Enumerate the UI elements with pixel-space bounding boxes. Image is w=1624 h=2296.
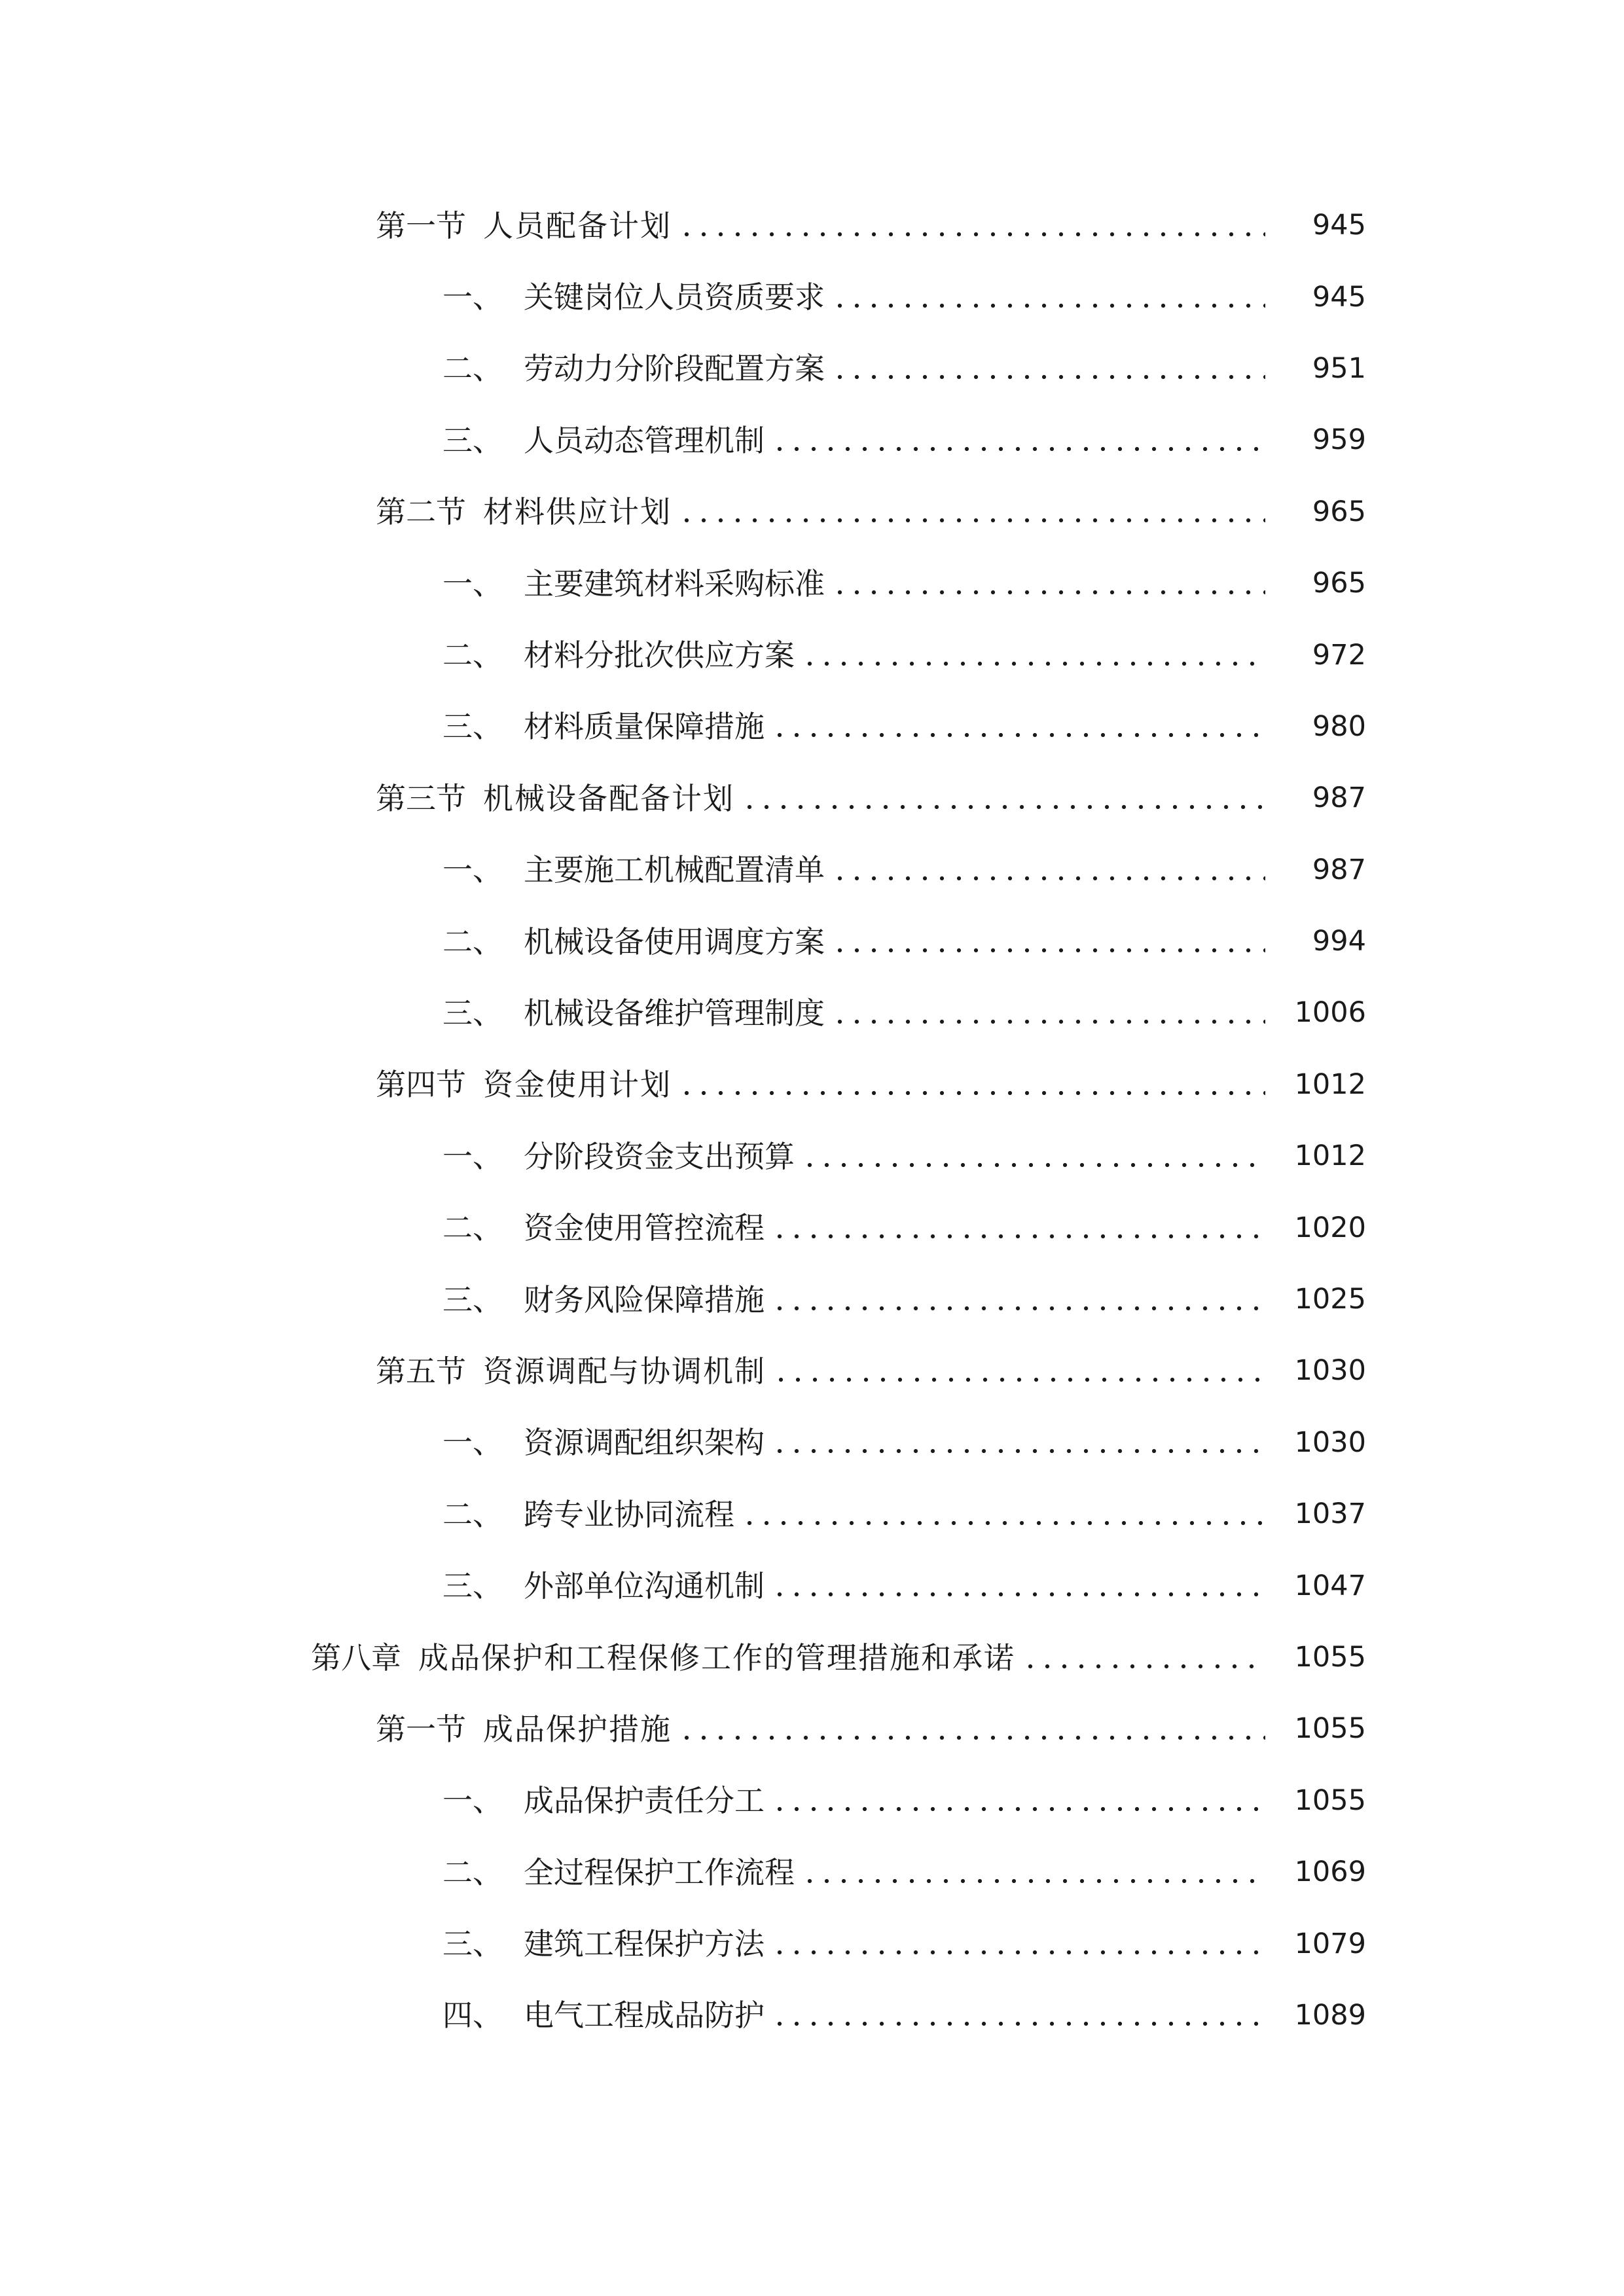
toc-entry-subsection[interactable]	[0, 404, 1624, 476]
table-of-contents	[0, 190, 1624, 2051]
toc-entry-page: 1025	[1294, 1283, 1366, 1316]
toc-entry-number: 一、	[442, 852, 503, 888]
toc-entry-title: 成品保护和工程保修工作的管理措施和承诺	[418, 1640, 1015, 1676]
toc-entry-page: 1030	[1294, 1426, 1366, 1459]
dot-leader	[831, 353, 1265, 384]
toc-entry-title: 资源调配组织架构	[524, 1425, 765, 1461]
toc-entry-number: 二、	[442, 1210, 503, 1246]
toc-entry-title: 机械设备使用调度方案	[524, 924, 825, 960]
toc-entry-title: 建筑工程保护方法	[524, 1926, 765, 1962]
toc-entry-number: 二、	[442, 637, 503, 673]
toc-entry-title: 机械设备配备计划	[483, 780, 734, 816]
toc-entry-subsection[interactable]	[0, 1264, 1624, 1335]
toc-entry-number: 二、	[442, 1496, 503, 1532]
toc-entry-number: 二、	[442, 924, 503, 960]
toc-entry-subsection[interactable]	[0, 834, 1624, 906]
toc-entry-number: 一、	[442, 279, 503, 315]
dot-leader	[831, 569, 1265, 599]
dot-leader	[831, 927, 1265, 957]
toc-entry-subsection[interactable]	[0, 977, 1624, 1049]
toc-entry-page: 1079	[1294, 1927, 1366, 1960]
toc-entry-page: 1069	[1294, 1856, 1366, 1889]
toc-entry-page: 1012	[1294, 1139, 1366, 1173]
toc-entry-subsection[interactable]	[0, 1550, 1624, 1621]
toc-entry-title: 人员配备计划	[483, 207, 672, 243]
toc-entry-title: 主要建筑材料采购标准	[524, 565, 825, 601]
toc-entry-title: 全过程保护工作流程	[524, 1854, 795, 1890]
toc-entry-number: 三、	[442, 995, 503, 1031]
toc-entry-number: 第一节	[376, 1711, 466, 1747]
dot-leader	[771, 1285, 1265, 1315]
dot-leader	[741, 783, 1265, 814]
dot-leader	[772, 1356, 1265, 1386]
toc-entry-number: 三、	[442, 422, 503, 458]
toc-entry-page: 994	[1312, 925, 1366, 958]
toc-entry-title: 成品保护责任分工	[524, 1783, 765, 1819]
toc-entry-number: 第二节	[376, 494, 466, 530]
toc-entry-page: 972	[1312, 638, 1366, 672]
toc-entry-number: 三、	[442, 1926, 503, 1962]
toc-entry-title: 劳动力分阶段配置方案	[524, 351, 825, 387]
dot-leader	[831, 282, 1265, 312]
toc-entry-subsection[interactable]	[0, 333, 1624, 404]
toc-entry-subsection[interactable]	[0, 1980, 1624, 2051]
toc-entry-title: 成品保护措施	[483, 1711, 672, 1747]
dot-leader	[771, 2000, 1265, 2030]
toc-entry-page: 1006	[1294, 996, 1366, 1030]
toc-entry-page: 1047	[1294, 1569, 1366, 1602]
toc-entry-page: 1030	[1294, 1354, 1366, 1388]
dot-leader	[831, 855, 1265, 885]
dot-leader	[771, 1785, 1265, 1816]
toc-entry-title: 材料供应计划	[483, 494, 672, 530]
toc-entry-section[interactable]	[0, 1049, 1624, 1121]
toc-entry-title: 跨专业协同流程	[524, 1496, 734, 1532]
toc-entry-title: 主要施工机械配置清单	[524, 852, 825, 888]
toc-entry-subsection[interactable]	[0, 1837, 1624, 1908]
toc-entry-subsection[interactable]	[0, 1192, 1624, 1263]
dot-leader	[741, 1499, 1265, 1530]
toc-entry-title: 资金使用计划	[483, 1067, 672, 1103]
toc-entry-number: 一、	[442, 1425, 503, 1461]
toc-entry-title: 机械设备维护管理制度	[524, 995, 825, 1031]
dot-leader	[678, 1714, 1265, 1744]
dot-leader	[678, 1069, 1265, 1100]
toc-entry-title: 材料分批次供应方案	[524, 637, 795, 673]
toc-entry-page: 1055	[1294, 1784, 1366, 1817]
toc-entry-subsection[interactable]	[0, 1121, 1624, 1192]
toc-entry-title: 电气工程成品防护	[524, 1998, 765, 2034]
toc-entry-subsection[interactable]	[0, 1908, 1624, 1979]
toc-entry-section[interactable]	[0, 1335, 1624, 1407]
toc-entry-section[interactable]	[0, 190, 1624, 261]
toc-entry-title: 外部单位沟通机制	[524, 1568, 765, 1604]
toc-entry-title: 关键岗位人员资质要求	[524, 279, 825, 315]
dot-leader	[771, 711, 1265, 742]
dot-leader	[801, 640, 1265, 670]
toc-entry-number: 三、	[442, 1568, 503, 1604]
toc-entry-number: 第一节	[376, 207, 466, 243]
toc-entry-number: 三、	[442, 1282, 503, 1318]
toc-entry-page: 1055	[1294, 1712, 1366, 1746]
dot-leader	[678, 211, 1265, 241]
toc-entry-number: 第八章	[311, 1640, 401, 1676]
toc-entry-subsection[interactable]	[0, 691, 1624, 762]
toc-entry-title: 资金使用管控流程	[524, 1210, 765, 1246]
dot-leader	[801, 1141, 1265, 1172]
toc-entry-page: 1089	[1294, 1998, 1366, 2032]
toc-entry-number: 三、	[442, 709, 503, 745]
toc-entry-subsection[interactable]	[0, 1765, 1624, 1837]
dot-leader	[1022, 1643, 1265, 1673]
toc-entry-subsection[interactable]	[0, 1479, 1624, 1550]
dot-leader	[771, 425, 1265, 456]
toc-entry-subsection[interactable]	[0, 548, 1624, 619]
toc-entry-title: 人员动态管理机制	[524, 422, 765, 458]
toc-entry-number: 第三节	[376, 780, 466, 816]
toc-entry-section[interactable]	[0, 762, 1624, 834]
toc-entry-page: 945	[1312, 209, 1366, 242]
toc-entry-page: 965	[1312, 567, 1366, 600]
toc-entry-subsection[interactable]	[0, 619, 1624, 691]
toc-entry-number: 二、	[442, 1854, 503, 1890]
toc-entry-page: 951	[1312, 351, 1366, 385]
toc-entry-page: 965	[1312, 495, 1366, 528]
toc-entry-title: 资源调配与协调机制	[483, 1353, 766, 1389]
dot-leader	[771, 1929, 1265, 1959]
toc-entry-page: 987	[1312, 853, 1366, 886]
toc-entry-subsection[interactable]	[0, 261, 1624, 332]
toc-entry-number: 第五节	[376, 1353, 466, 1389]
toc-entry-section[interactable]	[0, 476, 1624, 548]
dot-leader	[771, 1427, 1265, 1458]
toc-entry-page: 1037	[1294, 1498, 1366, 1531]
toc-entry-chapter[interactable]	[0, 1622, 1624, 1693]
toc-entry-title: 分阶段资金支出预算	[524, 1138, 795, 1174]
dot-leader	[678, 497, 1265, 527]
toc-entry-title: 财务风险保障措施	[524, 1282, 765, 1318]
dot-leader	[771, 1571, 1265, 1601]
toc-entry-number: 一、	[442, 1783, 503, 1819]
dot-leader	[801, 1857, 1265, 1888]
toc-entry-number: 第四节	[376, 1067, 466, 1103]
toc-entry-page: 1055	[1294, 1641, 1366, 1674]
toc-entry-page: 945	[1312, 280, 1366, 314]
toc-entry-subsection[interactable]	[0, 1407, 1624, 1479]
toc-entry-subsection[interactable]	[0, 906, 1624, 977]
dot-leader	[831, 998, 1265, 1028]
toc-entry-page: 959	[1312, 423, 1366, 457]
toc-entry-number: 二、	[442, 351, 503, 387]
dot-leader	[771, 1213, 1265, 1243]
toc-entry-page: 980	[1312, 709, 1366, 743]
toc-entry-number: 四、	[442, 1998, 503, 2034]
toc-entry-number: 一、	[442, 565, 503, 601]
toc-entry-number: 一、	[442, 1138, 503, 1174]
toc-entry-page: 1012	[1294, 1067, 1366, 1101]
toc-entry-section[interactable]	[0, 1693, 1624, 1765]
toc-entry-page: 1020	[1294, 1211, 1366, 1244]
toc-entry-page: 987	[1312, 781, 1366, 815]
toc-entry-title: 材料质量保障措施	[524, 709, 765, 745]
